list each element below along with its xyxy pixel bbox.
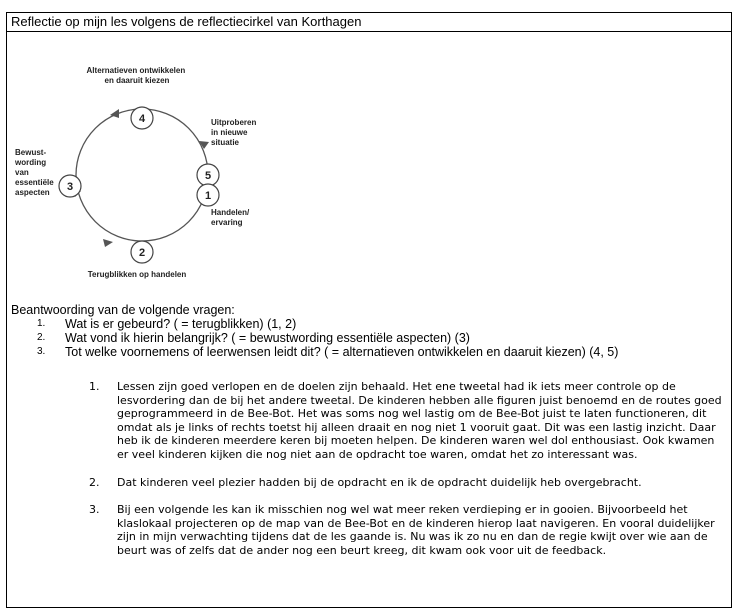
answer-text: Bij een volgende les kan ik misschien nog wel wat meer reken verdieping er in gooien. Bijvoorbeeld het klaslokaal projecteren op de map van de Bee-Bot en de kinderen hierop laat navigeren. En vooral duidelijker zijn in mijn verwachting tijdens dat de les gaande is. Nu was ik zo nu en dan de regie kwijt over wie aan de beurt was of zelfs dat de ander nog een beurt kreeg, dit kwam ook voor uit de feedback. bbox=[117, 503, 715, 557]
answer-item bbox=[85, 476, 725, 490]
svg-text:1: 1 bbox=[204, 190, 212, 202]
answers-section bbox=[85, 380, 725, 572]
arrow-head-2 bbox=[103, 239, 113, 247]
question-number: 3. bbox=[37, 346, 46, 357]
answer-item bbox=[85, 503, 725, 557]
svg-text:3: 3 bbox=[66, 181, 74, 193]
svg-text:4: 4 bbox=[138, 113, 146, 125]
questions-list bbox=[11, 317, 727, 359]
document-page bbox=[6, 12, 732, 608]
cycle-node-1 bbox=[197, 184, 219, 206]
question-text: Wat vond ik hierin belangrijk? ( = bewustwording essentiële aspecten) (3) bbox=[65, 331, 470, 345]
question-number: 2. bbox=[37, 332, 46, 343]
question-number: 1. bbox=[37, 318, 46, 329]
question-text: Tot welke voornemens of leerwensen leidt dit? ( = alternatieven ontwikkelen en daaruit kiezen) (4, 5) bbox=[65, 345, 619, 359]
questions-section bbox=[11, 303, 727, 359]
label-node-2: Terugblikken op handelen bbox=[87, 270, 187, 279]
label-node-5: Uitproberen in nieuwe situatie bbox=[211, 118, 257, 147]
cycle-node-2 bbox=[131, 241, 153, 263]
answer-text: Lessen zijn goed verlopen en de doelen zijn behaald. Het ene tweetal had ik iets meer controle op de lesvordering dan de bij het andere tweetal. De kinderen hebben alle figuren juist benoemd en de routes goed geprogrammeerd in de Bee-Bot. Het was soms nog wel lastig om de Bee-Bot juist te laten functioneren, dit omdat als je links of rechts toetst hij alleen draait en nog niet 1 vooruit gaat. Dit was een lastig inzicht. Daar heb ik de kinderen meerdere keren bij moeten helpen. De kinderen waren wel dol enthousiast. Ook kwamen er veel kinderen kijken die nog niet aan de opdracht toe waren, omdat het zo interessant was. bbox=[117, 380, 722, 461]
answer-text: Dat kinderen veel plezier hadden bij de opdracht en ik de opdracht duidelijk heb overgebracht. bbox=[117, 475, 642, 489]
label-node-1: Handelen/ ervaring bbox=[211, 208, 250, 227]
question-item bbox=[11, 331, 727, 345]
svg-text:2: 2 bbox=[138, 247, 146, 259]
document-title: Reflectie op mijn les volgens de reflectiecirkel van Korthagen bbox=[7, 13, 731, 32]
questions-intro: Beantwoording van de volgende vragen: bbox=[11, 303, 235, 317]
label-node-3: Bewust- wording van essentiële aspecten bbox=[15, 148, 54, 197]
cycle-node-5 bbox=[197, 164, 219, 186]
answer-number: 1. bbox=[89, 380, 100, 393]
answer-number: 3. bbox=[89, 503, 100, 517]
question-item bbox=[11, 317, 727, 331]
label-node-4: Alternatieven ontwikkelen en daaruit kiezen bbox=[86, 66, 186, 85]
svg-text:5: 5 bbox=[204, 170, 212, 182]
question-text: Wat is er gebeurd? ( = terugblikken) (1, 2) bbox=[65, 317, 297, 331]
cycle-node-4 bbox=[131, 107, 153, 129]
reflection-cycle-diagram bbox=[7, 63, 267, 293]
question-item bbox=[11, 345, 727, 359]
answer-item bbox=[85, 380, 725, 462]
answer-number: 2. bbox=[89, 475, 100, 489]
cycle-node-3 bbox=[59, 175, 81, 197]
